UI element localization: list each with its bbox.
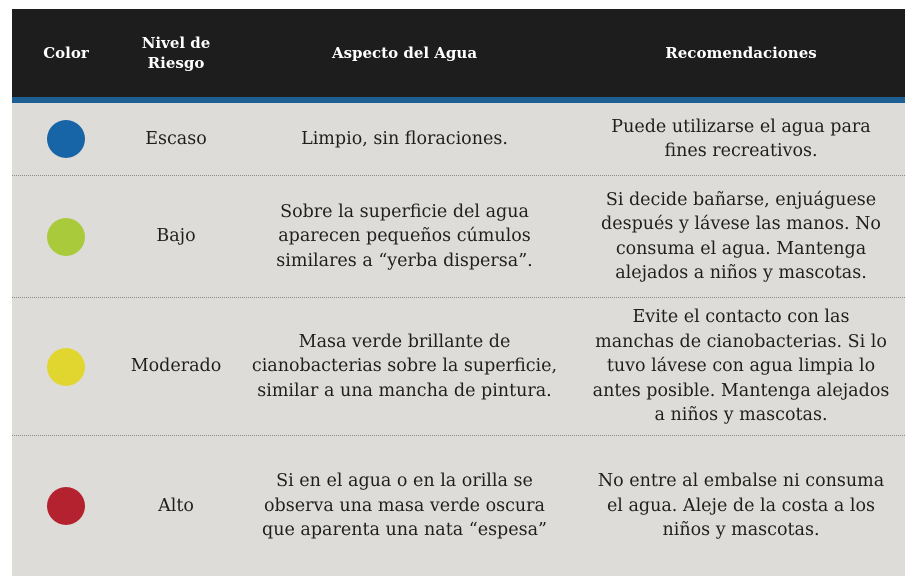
color-cell [12,436,120,576]
risk-table [12,9,905,576]
color-cell [12,103,120,175]
recommendation-cell [577,103,905,175]
risk-level-cell [120,176,232,297]
risk-level-cell [120,436,232,576]
recommendation-cell [577,436,905,576]
recommendation: Si decide bañarse, enjuáguese después y lávese las manos. No consuma el agua. Mantenga alejados a niños y mascotas. [601,189,881,283]
water-aspect: Sobre la superficie del agua aparecen pequeños cúmulos similares a “yerba dispersa”. [276,201,533,271]
header-risk-level [120,9,232,97]
recommendation: No entre al embalse ni consuma el agua. Aleje de la costa a los niños y mascotas. [597,471,885,541]
risk-color-dot [47,348,85,386]
recommendation-cell [577,176,905,297]
header-water-aspect [232,9,577,97]
header-aspect-label: Aspecto del Agua [331,44,478,62]
table-row [12,103,905,175]
header-risk-label: Nivel de Riesgo [141,34,211,72]
water-aspect: Si en el agua o en la orilla se observa una masa verde oscura que aparenta una nata “espesa” [262,471,547,541]
recommendation-cell [577,298,905,435]
table-header [12,9,905,97]
water-aspect: Limpio, sin floraciones. [301,128,508,149]
recommendation: Puede utilizarse el agua para fines recreativos. [611,116,871,161]
table-row [12,176,905,297]
aspect-cell [232,298,577,435]
risk-level: Bajo [156,226,196,247]
risk-color-dot [47,487,85,525]
aspect-cell [232,103,577,175]
risk-color-dot [47,218,85,256]
recommendation: Evite el contacto con las manchas de cianobacterias. Si lo tuvo lávese con agua limpia lo antes posible. Mantenga alejados a niños y mascotas. [592,307,890,426]
water-aspect: Masa verde brillante de cianobacterias sobre la superficie, similar a una mancha de pintura. [251,331,558,401]
header-color-label: Color [43,44,89,62]
color-cell [12,176,120,297]
risk-color-dot [47,120,85,158]
table-row [12,436,905,576]
color-cell [12,298,120,435]
header-color [12,9,120,97]
risk-level: Escaso [145,128,207,149]
header-recommendations-label: Recomendaciones [665,44,817,62]
header-recommendations [577,9,905,97]
risk-level-cell [120,103,232,175]
aspect-cell [232,176,577,297]
table-row [12,298,905,435]
risk-level: Moderado [130,356,222,377]
aspect-cell [232,436,577,576]
risk-level: Alto [158,495,194,516]
risk-level-cell [120,298,232,435]
